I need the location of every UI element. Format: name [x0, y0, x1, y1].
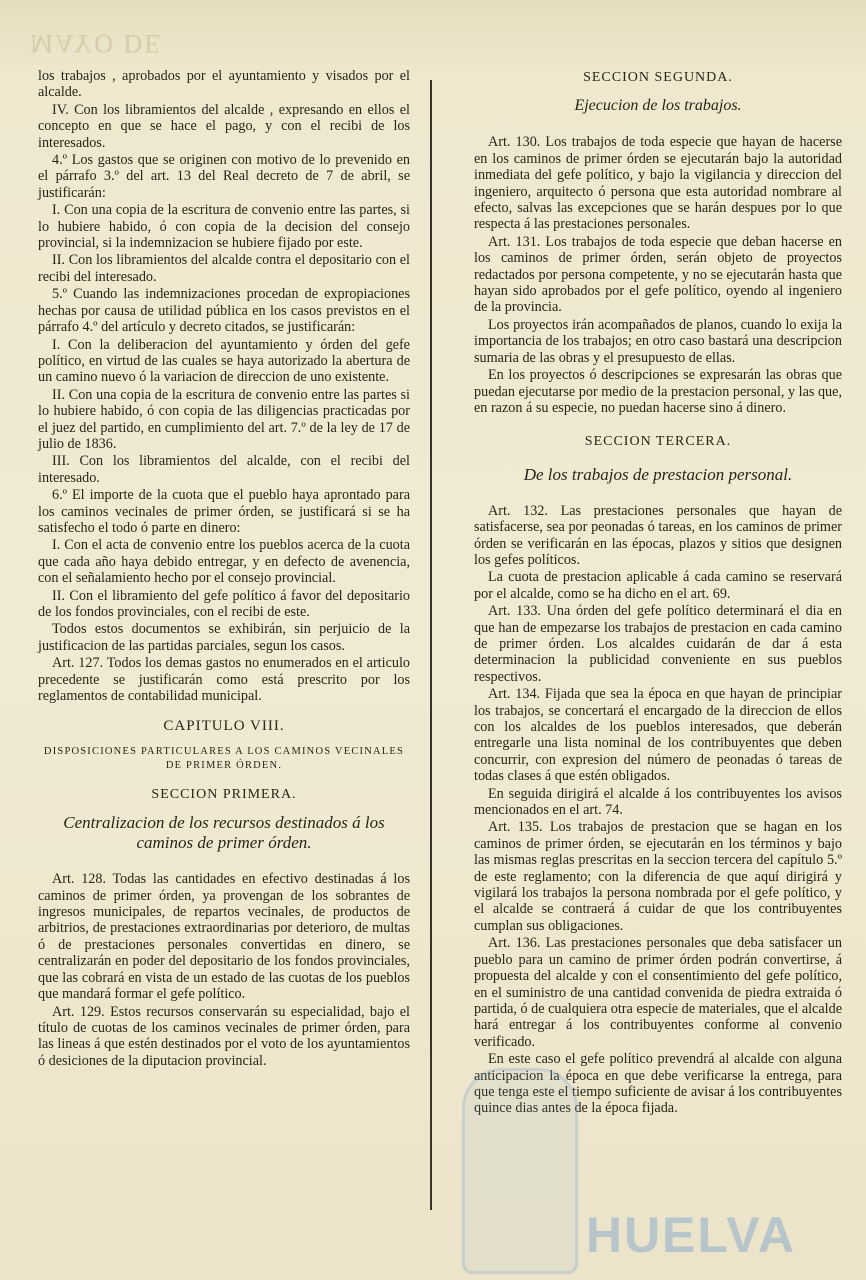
paragraph: Art. 135. Los trabajos de prestacion que se hagan en los caminos de primer órden, se ejecutarán en los términos y bajo las mismas reglas prescritas en la seccion tercera del capítulo 5.º de este reglamento; con la diferencia de que aquí dirigirá y vigilará los trabajos la persona nombrada por el gefe político, y el alcalde se contraerá á cuidar de que los contribuyentes cumplan sus obligaciones. [474, 819, 842, 934]
section-heading: SECCION TERCERA. [584, 434, 732, 450]
paragraph: Todos estos documentos se exhibirán, sin perjuicio de la justificacion de las partidas parciales, segun los casos. [38, 621, 410, 654]
paragraph: Art. 129. Estos recursos conservarán su especialidad, bajo el título de cuotas de los caminos vecinales de primer órden, para las lineas á que estén destinados por el voto de los ayuntamientos ó desiciones de la diputacion provincial. [38, 1003, 410, 1069]
paragraph: Art. 133. Una órden del gefe político determinará el dia en que han de empezarse los trabajos de prestacion en cada camino de primer órden. Los alcaldes cuidarán de dar á esta determinacion la publicidad conveniente en sus pueblos respectivos. [474, 603, 842, 685]
paragraph: II. Con el libramiento del gefe político á favor del depositario de los fondos provinciales, con el recibi de este. [38, 587, 410, 620]
paragraph: En los proyectos ó descripciones se expresarán las obras que puedan ejecutarse por medio de la prestacion personal, y las que, en razon á su especie, no puedan hacerse sino á dinero. [474, 367, 842, 416]
paragraph: En este caso el gefe político prevendrá al alcalde con alguna anticipacion la época en que debe verificarse la entrega, para que tenga este el tiempo suficiente de avisar á los contribuyentes quince dias antes de la época fijada. [474, 1051, 842, 1117]
column-divider [430, 80, 432, 1210]
section-heading: SECCION PRIMERA. [151, 786, 297, 802]
section-heading: SECCION SEGUNDA. [583, 70, 733, 85]
paragraph: 6.º El importe de la cuota que el pueblo haya aprontado para los caminos vecinales de primer órden, se justificará si se ha satisfecho el todo ó parte en dinero: [38, 487, 410, 536]
chapter-subheading: DISPOSICIONES PARTICULARES A LOS CAMINOS VECINALES DE PRIMER ÓRDEN. [43, 745, 405, 771]
paragraph: I. Con una copia de la escritura de convenio entre las partes, si lo hubiere habido, ó con copia de la decision del consejo provincial, si la indemnizacion se hubiere fijado por este. [38, 202, 410, 252]
bleed-through-header: MAYO DE [30, 29, 163, 58]
paragraph: Art. 134. Fijada que sea la época en que hayan de principiar los trabajos, se concertará el encargado de la direccion de ellos con los alcaldes de los pueblos interesados, que deberán entregarle una lista nominal de los contribuyentes que deben concurrir, con expresion del número de peonadas ó tareas de todas clases á que estén obligados. [474, 686, 842, 785]
paragraph: Art. 136. Las prestaciones personales que deba satisfacer un pueblo para un camino de primer órden podrán convertirse, á propuesta del alcalde y con el consentimiento del gefe político, en el suministro de una cantidad convenida de piedra extraida ó partida, ó de cualquiera otra especie de materiales, que el alcalde hará entregar á los contribuyentes conforme al convenio verificado. [474, 935, 842, 1050]
library-seal-watermark [462, 1068, 578, 1274]
paragraph: II. Con una copia de la escritura de convenio entre las partes si lo hubiere habido, ó con copia de las diligencias practicadas por el juez del partido, en cumplimiento del art. 7.º de la ley de 17 de julio de 1836. [38, 386, 410, 452]
chapter-heading: CAPITULO VIII. [163, 718, 285, 735]
paragraph: Los proyectos irán acompañados de planos, cuando lo exija la importancia de los trabajos; en otro caso bastará una descripcion sumaria de las obras y el presupuesto de ellas. [474, 316, 842, 366]
paragraph: La cuota de prestacion aplicable á cada camino se reservará por el alcalde, como se ha dicho en el art. 69. [474, 569, 842, 602]
paragraph: II. Con los libramientos del alcalde contra el depositario con el recibi del interesado. [38, 252, 410, 285]
paragraph: Art. 127. Todos los demas gastos no enumerados en el articulo precedente se justificarán como está prescrito por los reglamentos de contabilidad municipal. [38, 655, 410, 705]
paragraph: Art. 132. Las prestaciones personales que hayan de satisfacerse, sea por peonadas ó tareas, en los caminos de primer órden se verificarán en las épocas, plazos y sitios que designen los gefes políticos. [474, 502, 842, 568]
paragraph: I. Con la deliberacion del ayuntamiento y órden del gefe político, en virtud de las cuales se haya autorizado la abertura de un camino nuevo ó la variacion de direccion de uno existente. [38, 336, 410, 386]
paragraph: En seguida dirigirá el alcalde á los contribuyentes los avisos mencionados en el art. 74. [474, 785, 842, 819]
left-column [38, 68, 410, 1070]
paragraph: Art. 130. Los trabajos de toda especie que hayan de hacerse en los caminos de primer órden se ejecutarán bajo la autoridad inmediata del gefe político, y bajo la vigilancia y direccion del ingeniero, arquitecto ó persona que esta autoridad nombrare al efecto, salvas las excepciones que se harán despues por lo que respecta á las prestaciones personales. [474, 134, 842, 233]
paragraph: I. Con el acta de convenio entre los pueblos acerca de la cuota que cada año haya debido entregar, y en defecto de avenencia, con el señalamiento hecho por el consejo provincial. [38, 537, 410, 587]
paragraph: 4.º Los gastos que se originen con motivo de lo prevenido en el párrafo 3.º del art. 13 del Real decreto de 7 de abril, se justificarán: [38, 152, 410, 201]
paragraph: III. Con los libramientos del alcalde, con el recibi del interesado. [38, 453, 410, 486]
paragraph: Art. 128. Todas las cantidades en efectivo destinadas á los caminos de primer órden, ya provengan de los sobrantes de ingresos municipales, de repartos vecinales, de productos de arbitrios, de prestaciones extraordinarias por deterioro, de multas ó de prestaciones personales convertidas en dinero, se centralizarán en poder del depositario de los fondos provinciales, que las cobrará en vista de un estado de las cuotas de los pueblos que mandará formar el gefe político. [38, 871, 410, 1003]
section-title: Ejecucion de los trabajos. [574, 97, 742, 115]
right-column [474, 68, 842, 1118]
section-title: De los trabajos de prestacion personal. [523, 464, 793, 484]
paragraph: los trabajos , aprobados por el ayuntamiento y visados por el alcalde. [38, 68, 410, 101]
paragraph: IV. Con los libramientos del alcalde , expresando en ellos el concepto en que se hace el pago, y con el recibi de los interesados. [38, 101, 410, 151]
huelva-watermark: HUELVA [585, 1207, 796, 1263]
paragraph: Art. 131. Los trabajos de toda especie que deban hacerse en los caminos de primer órden, serán objeto de proyectos redactados por persona competente, y no se ejecutarán hasta que hayan sido aprobados por el gefe político, oyendo al ingeniero de la provincia. [474, 233, 842, 316]
paragraph: 5.º Cuando las indemnizaciones procedan de expropiaciones hechas por causa de utilidad pública en los casos previstos en el párrafo 4.º del artículo y decreto citados, se justificarán: [38, 286, 410, 336]
section-title: Centralizacion de los recursos destinados á los caminos de primer órden. [63, 813, 385, 853]
